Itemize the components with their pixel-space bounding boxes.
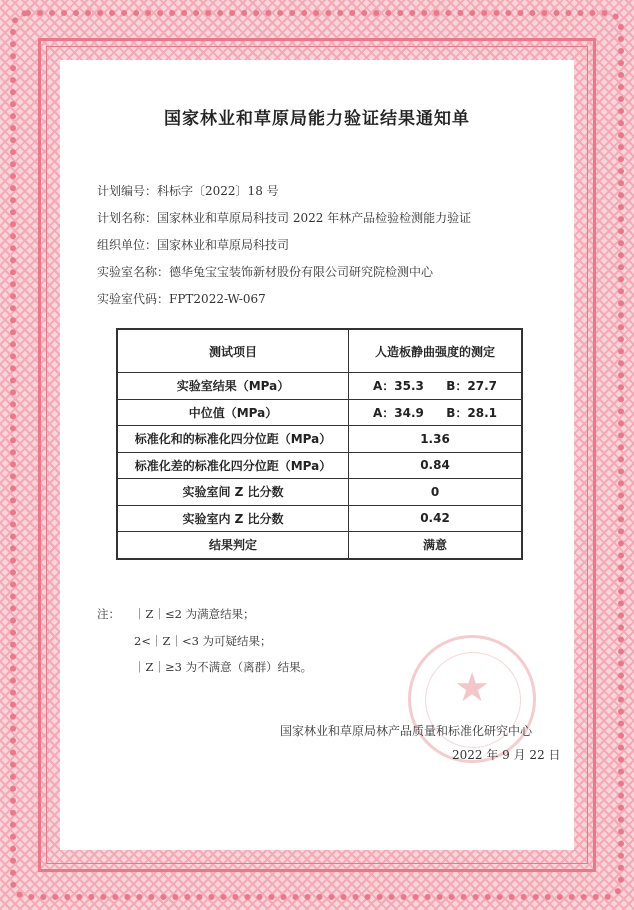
header-test-item: 测试项目 xyxy=(117,329,349,373)
table-row xyxy=(117,479,522,506)
info-lab-name xyxy=(97,263,433,280)
info-value: FPT2022-W-067 xyxy=(169,292,266,306)
official-seal xyxy=(408,635,536,763)
row-item: 实验室间 Z 比分数 xyxy=(117,479,349,506)
issuer-organization: 国家林业和草原局林产品质量和标准化研究中心 xyxy=(280,724,533,738)
table-row xyxy=(117,399,522,426)
row-value: 0.84 xyxy=(349,452,523,479)
issue-date: 2022 年 9 月 22 日 xyxy=(452,748,561,762)
info-label: 实验室代码： xyxy=(97,292,170,306)
row-value: 满意 xyxy=(349,532,523,559)
value-a: A：34.9 xyxy=(373,405,424,420)
note-line: ｜Z｜≥3 为不满意（离群）结果。 xyxy=(134,660,313,674)
row-item: 中位值（MPa） xyxy=(117,399,349,426)
row-value: 0 xyxy=(349,479,523,506)
document-title: 国家林业和草原局能力验证结果通知单 xyxy=(164,109,470,129)
info-label: 组织单位： xyxy=(97,238,158,252)
table-row xyxy=(117,452,522,479)
value-b: B：27.7 xyxy=(446,379,497,394)
info-value: 科标字〔2022〕18 号 xyxy=(157,184,279,198)
info-value: 国家林业和草原局科技司 2022 年林产品检验检测能力验证 xyxy=(157,211,472,225)
table-row xyxy=(117,505,522,532)
info-value: 国家林业和草原局科技司 xyxy=(157,238,290,252)
row-value xyxy=(349,399,523,426)
row-item: 标准化差的标准化四分位距（MPa） xyxy=(117,452,349,479)
row-item: 标准化和的标准化四分位距（MPa） xyxy=(117,426,349,453)
row-value: 1.36 xyxy=(349,426,523,453)
table-header-row xyxy=(117,329,522,373)
value-a: A：35.3 xyxy=(373,379,424,394)
value-b: B：28.1 xyxy=(446,405,497,420)
note-line: ｜Z｜≤2 为满意结果； xyxy=(134,607,255,621)
notes-prefix: 注： xyxy=(97,607,120,621)
info-organizer xyxy=(97,236,289,253)
info-plan-name xyxy=(97,209,471,226)
row-value: 0.42 xyxy=(349,505,523,532)
note-line: 2<｜Z｜<3 为可疑结果； xyxy=(134,634,272,648)
seal-star-icon: ★ xyxy=(454,665,490,711)
info-lab-code xyxy=(97,290,266,307)
row-value xyxy=(349,373,523,400)
table-row xyxy=(117,532,522,559)
row-item: 结果判定 xyxy=(117,532,349,559)
header-test-name: 人造板静曲强度的测定 xyxy=(349,329,523,373)
results-table xyxy=(116,328,523,560)
info-plan-number xyxy=(97,182,279,199)
table-row xyxy=(117,426,522,453)
info-label: 计划名称： xyxy=(97,211,158,225)
row-item: 实验室内 Z 比分数 xyxy=(117,505,349,532)
row-item: 实验室结果（MPa） xyxy=(117,373,349,400)
info-value: 德华兔宝宝装饰新材股份有限公司研究院检测中心 xyxy=(169,265,434,279)
info-label: 计划编号： xyxy=(97,184,158,198)
info-label: 实验室名称： xyxy=(97,265,170,279)
table-row xyxy=(117,373,522,400)
